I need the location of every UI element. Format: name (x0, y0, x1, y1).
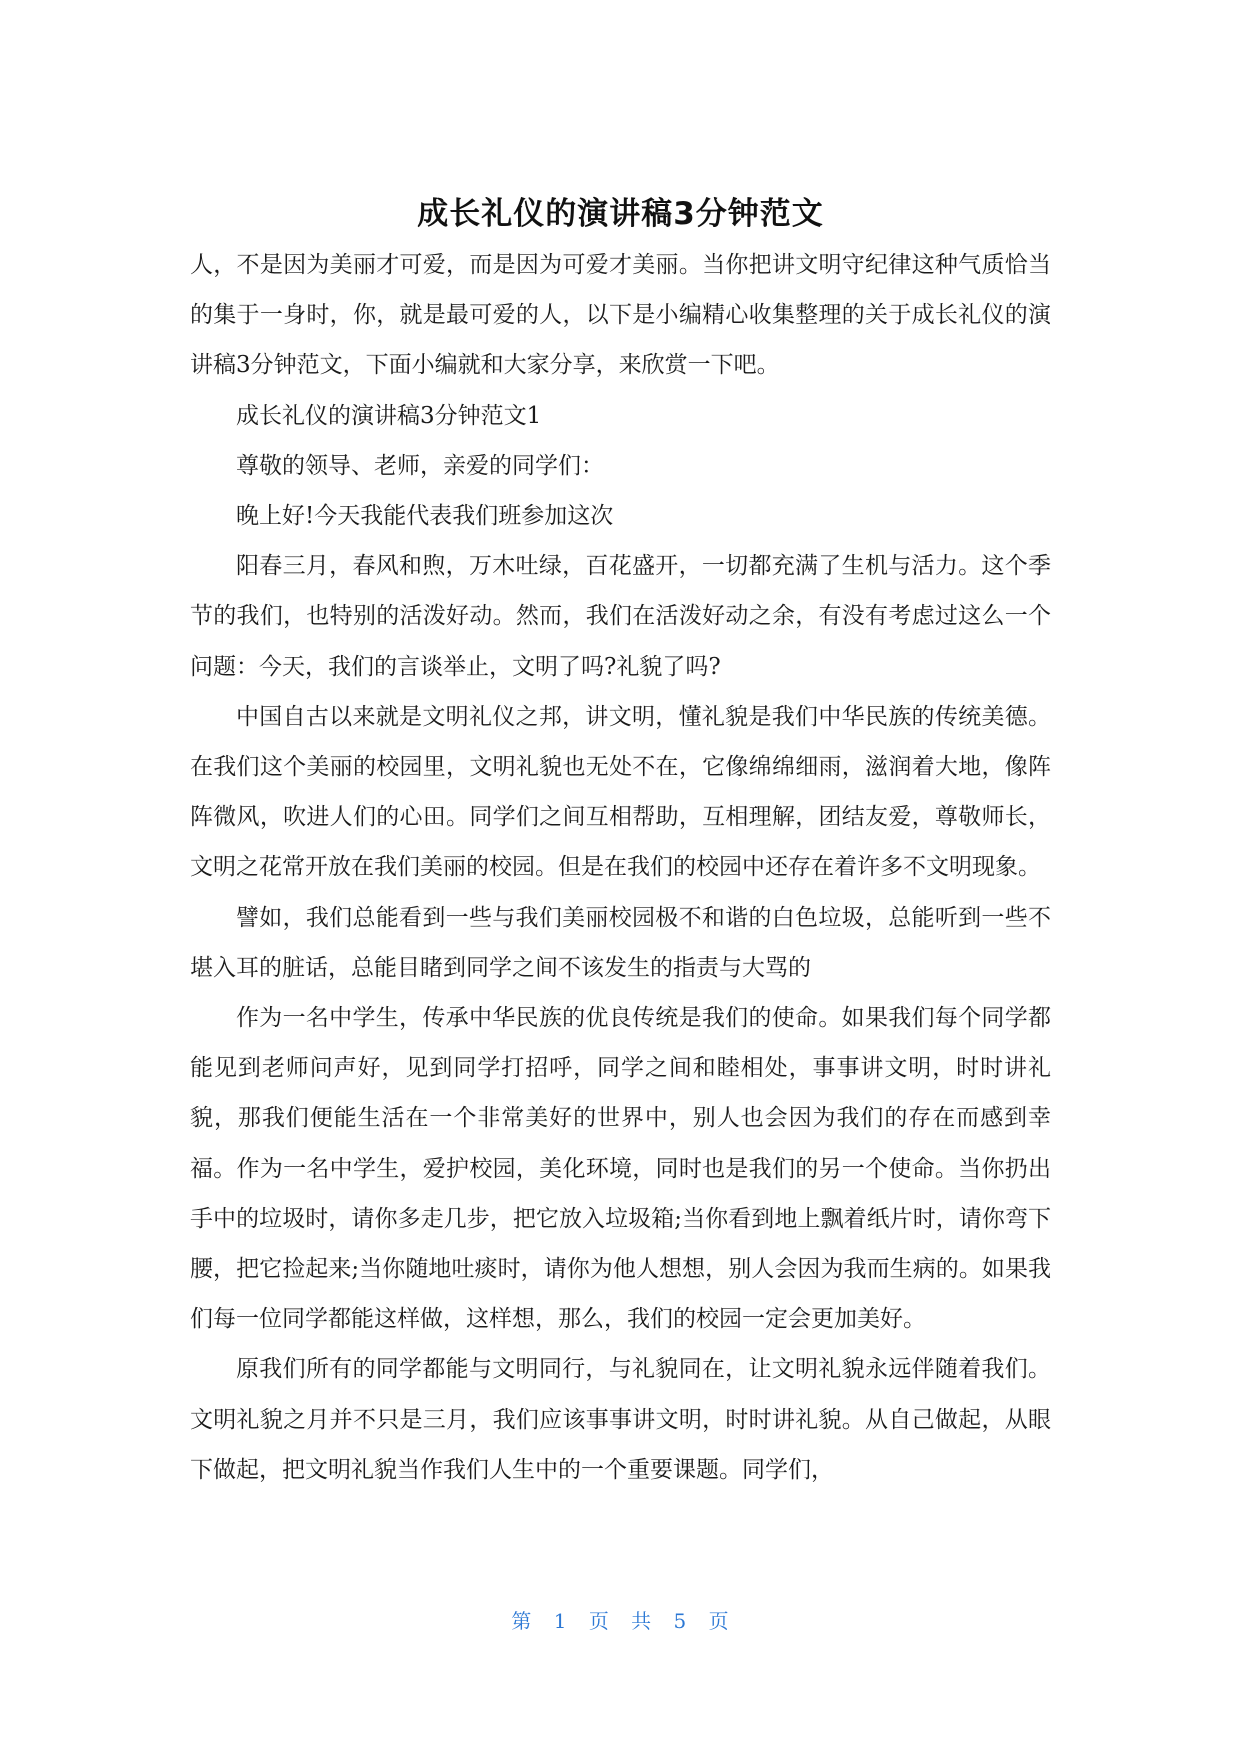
paragraph-body: 原我们所有的同学都能与文明同行，与礼貌同在，让文明礼貌永远伴随着我们。文明礼貌之月并不只是三月，我们应该事事讲文明，时时讲礼貌。从自己做起，从眼下做起，把文明礼貌当作我们人生中的一个重要课题。同学们， (190, 1356, 1051, 1483)
paragraph-subtitle: 成长礼仪的演讲稿3分钟范文1 (236, 402, 542, 429)
document-body (190, 240, 1051, 1495)
paragraph-greeting: 晚上好!今天我能代表我们班参加这次 (236, 503, 614, 530)
document-title: 成长礼仪的演讲稿3分钟范文 (417, 196, 824, 232)
paragraph-body: 中国自古以来就是文明礼仪之邦，讲文明，懂礼貌是我们中华民族的传统美德。在我们这个美丽的校园里，文明礼貌也无处不在，它像绵绵细雨，滋润着大地，像阵阵微风，吹进人们的心田。同学们之间互相帮助，互相理解，团结友爱，尊敬师长，文明之花常开放在我们美丽的校园。但是在我们的校园中还存在着许多不文明现象。 (190, 703, 1051, 881)
paragraph-salutation: 尊敬的领导、老师，亲爱的同学们： (236, 452, 604, 479)
paragraph-body: 譬如，我们总能看到一些与我们美丽校园极不和谐的白色垃圾，总能听到一些不堪入耳的脏话，总能目睹到同学之间不该发生的指责与大骂的 (190, 904, 1051, 981)
paragraph-intro: 人，不是因为美丽才可爱，而是因为可爱才美丽。当你把讲文明守纪律这种气质恰当的集于一身时，你，就是最可爱的人，以下是小编精心收集整理的关于成长礼仪的演讲稿3分钟范文，下面小编就和大家分享，来欣赏一下吧。 (190, 252, 1051, 379)
paragraph-body: 阳春三月，春风和煦，万木吐绿，百花盛开，一切都充满了生机与活力。这个季节的我们，也特别的活泼好动。然而，我们在活泼好动之余，有没有考虑过这么一个问题：今天，我们的言谈举止，文明了吗?礼貌了吗? (190, 553, 1051, 680)
paragraph-body: 作为一名中学生，传承中华民族的优良传统是我们的使命。如果我们每个同学都能见到老师问声好，见到同学打招呼，同学之间和睦相处，事事讲文明，时时讲礼貌，那我们便能生活在一个非常美好的世界中，别人也会因为我们的存在而感到幸福。作为一名中学生，爱护校园，美化环境，同时也是我们的另一个使命。当你扔出手中的垃圾时，请你多走几步，把它放入垃圾箱;当你看到地上飘着纸片时，请你弯下腰，把它捡起来;当你随地吐痰时，请你为他人想想，别人会因为我而生病的。如果我们每一位同学都能这样做，这样想，那么，我们的校园一定会更加美好。 (190, 1005, 1051, 1333)
page-number-footer: 第 1 页 共 5 页 (511, 1609, 730, 1633)
document-page (190, 190, 1051, 1495)
